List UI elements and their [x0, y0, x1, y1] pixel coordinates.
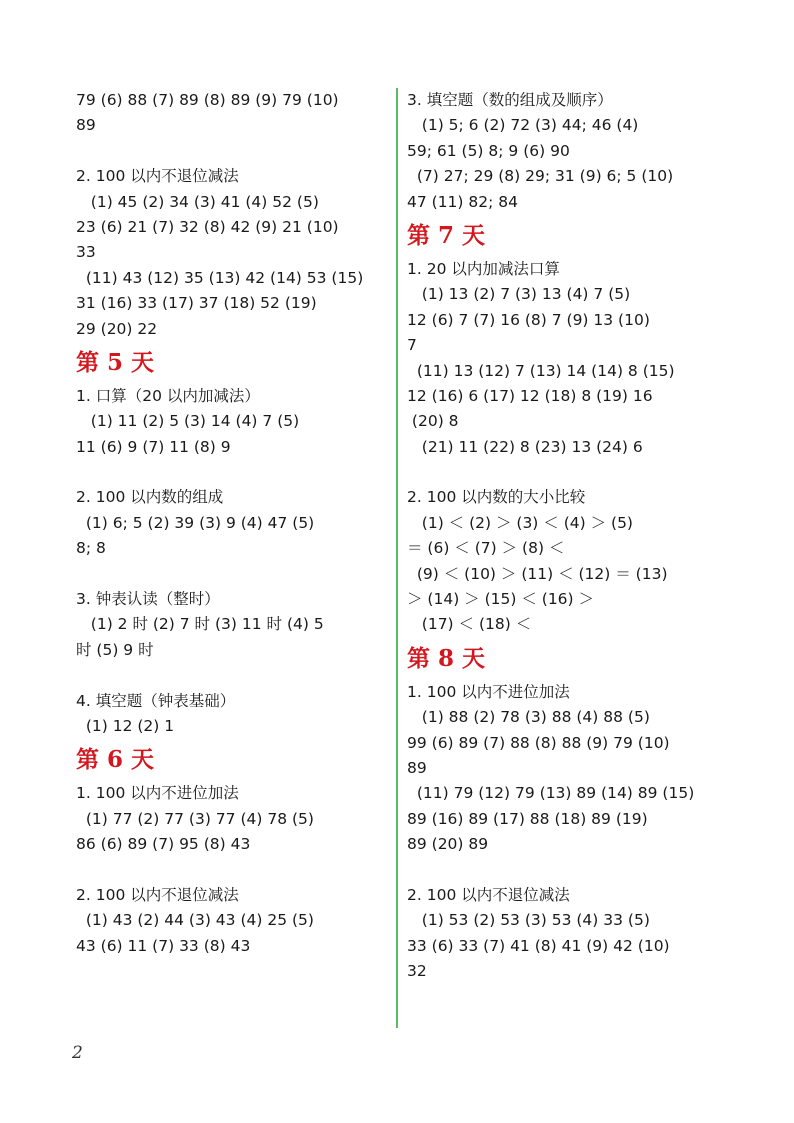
spacer: [407, 858, 719, 883]
answer-line: 59; 61 (5) 8; 9 (6) 90: [407, 141, 570, 160]
answer-line: (17) ＜ (18) ＜: [407, 615, 532, 634]
spacer: [407, 460, 719, 485]
spacer: [76, 858, 388, 883]
answer-line: 47 (11) 82; 84: [407, 192, 518, 211]
answer-line: 1. 20 以内加减法口算: [407, 259, 560, 278]
spacer: [76, 663, 388, 688]
day-heading: 第 6 天: [76, 746, 155, 774]
answer-line: (1) 2 时 (2) 7 时 (3) 11 时 (4) 5: [76, 615, 324, 634]
answer-line: 2. 100 以内不退位减法: [76, 885, 239, 904]
answer-line: 11 (6) 9 (7) 11 (8) 9: [76, 437, 231, 456]
answer-line: 79 (6) 88 (7) 89 (8) 89 (9) 79 (10): [76, 91, 339, 109]
answer-line: (1) 6; 5 (2) 39 (3) 9 (4) 47 (5): [76, 513, 315, 532]
answer-line: 32: [407, 962, 427, 981]
page-number: 2: [72, 1043, 83, 1063]
answer-line: (9) ＜ (10) ＞ (11) ＜ (12) ＝ (13): [407, 564, 668, 583]
right-column: [407, 88, 719, 985]
answer-line: 1. 100 以内不进位加法: [76, 784, 239, 803]
answer-line: (11) 79 (12) 79 (13) 89 (14) 89 (15): [407, 784, 695, 803]
answer-line: 12 (6) 7 (7) 16 (8) 7 (9) 13 (10): [407, 310, 650, 329]
answer-line: 8; 8: [76, 539, 106, 558]
answer-line: (1) 88 (2) 78 (3) 88 (4) 88 (5): [407, 708, 650, 727]
answer-line: 89: [407, 758, 427, 777]
answer-line: 12 (16) 6 (17) 12 (18) 8 (19) 16: [407, 386, 653, 405]
answer-line: 2. 100 以内不退位减法: [407, 885, 570, 904]
answer-line: ＝ (6) ＜ (7) ＞ (8) ＜: [407, 539, 565, 558]
answer-line: 99 (6) 89 (7) 88 (8) 88 (9) 79 (10): [407, 733, 670, 752]
day-heading: 第 5 天: [76, 348, 155, 376]
answer-line: 86 (6) 89 (7) 95 (8) 43: [76, 835, 251, 854]
answer-line: 3. 钟表认读（整时）: [76, 590, 220, 609]
answer-line: 43 (6) 11 (7) 33 (8) 43: [76, 936, 251, 955]
answer-line: (11) 43 (12) 35 (13) 42 (14) 53 (15): [76, 268, 364, 287]
spacer: [76, 460, 388, 485]
answer-line: 4. 填空题（钟表基础）: [76, 691, 236, 710]
answer-line: (7) 27; 29 (8) 29; 31 (9) 6; 5 (10): [407, 167, 674, 186]
answer-line: 时 (5) 9 时: [76, 640, 154, 659]
answer-line: 33 (6) 33 (7) 41 (8) 41 (9) 42 (10): [407, 936, 670, 955]
answer-line: 29 (20) 22: [76, 319, 158, 338]
answer-line: (1) 43 (2) 44 (3) 43 (4) 25 (5): [76, 911, 314, 930]
answer-line: 2. 100 以内数的组成: [76, 488, 224, 507]
day-heading: 第 7 天: [407, 221, 486, 249]
spacer: [76, 139, 388, 164]
answer-line: 1. 口算（20 以内加减法）: [76, 386, 260, 405]
answer-line: (20) 8: [407, 412, 459, 431]
answer-line: ＞ (14) ＞ (15) ＜ (16) ＞: [407, 590, 595, 609]
answer-line: (1) 5; 6 (2) 72 (3) 44; 46 (4): [407, 116, 639, 135]
answer-line: (1) 12 (2) 1: [76, 716, 175, 735]
answer-line: (21) 11 (22) 8 (23) 13 (24) 6: [407, 437, 643, 456]
answer-line: 1. 100 以内不进位加法: [407, 682, 570, 701]
answer-line: 2. 100 以内不退位减法: [76, 167, 239, 186]
column-divider: [396, 88, 398, 1028]
answer-line: 89 (16) 89 (17) 88 (18) 89 (19): [407, 809, 648, 828]
answer-line: (1) 11 (2) 5 (3) 14 (4) 7 (5): [76, 412, 300, 431]
answer-line: 33: [76, 243, 96, 262]
answer-line: 23 (6) 21 (7) 32 (8) 42 (9) 21 (10): [76, 217, 339, 236]
answer-line: (1) 53 (2) 53 (3) 53 (4) 33 (5): [407, 911, 650, 930]
answer-line: (11) 13 (12) 7 (13) 14 (14) 8 (15): [407, 361, 675, 380]
spacer: [76, 562, 388, 587]
answer-line: 89: [76, 116, 96, 135]
answer-line: 89 (20) 89: [407, 835, 489, 854]
answer-line: 31 (16) 33 (17) 37 (18) 52 (19): [76, 294, 317, 313]
answer-line: (1) 45 (2) 34 (3) 41 (4) 52 (5): [76, 192, 319, 211]
left-column: [76, 88, 388, 959]
day-heading: 第 8 天: [407, 644, 486, 672]
answer-line: 7: [407, 336, 417, 355]
answer-line: (1) 77 (2) 77 (3) 77 (4) 78 (5): [76, 809, 314, 828]
answer-line: (1) ＜ (2) ＞ (3) ＜ (4) ＞ (5): [407, 513, 633, 532]
answer-line: 3. 填空题（数的组成及顺序）: [407, 91, 613, 109]
answer-line: (1) 13 (2) 7 (3) 13 (4) 7 (5): [407, 285, 631, 304]
answer-line: 2. 100 以内数的大小比较: [407, 488, 586, 507]
